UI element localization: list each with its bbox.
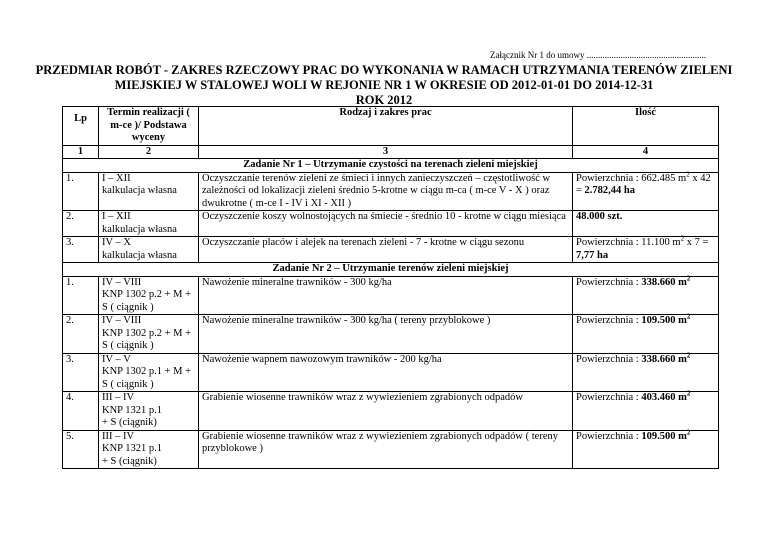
section-title: Zadanie Nr 2 – Utrzymanie terenów zieleni miejskiej	[63, 263, 719, 277]
row-scope: Grabienie wiosenne trawników wraz z wywiezieniem zgrabionych odpadów ( tereny przyblokowe )	[199, 430, 573, 469]
table-row	[63, 430, 719, 469]
row-term: IV – V KNP 1302 p.1 + M + S ( ciągnik )	[99, 353, 199, 392]
row-term: III – IV KNP 1321 p.1 + S (ciągnik)	[99, 392, 199, 431]
row-scope: Oczyszczenie koszy wolnostojących na śmiecie - średnio 10 - krotne w ciągu miesiąca	[199, 211, 573, 237]
row-lp: 2.	[63, 211, 99, 237]
column-number-1: 1	[63, 145, 99, 159]
row-qty: Powierzchnia : 662.485 $m^2$ x 42 = 2.782,44 ha	[573, 172, 719, 211]
row-lp: 3.	[63, 353, 99, 392]
section-row	[63, 263, 719, 277]
row-lp: 3.	[63, 237, 99, 263]
document-title-line-1: PRZEDMIAR ROBÓT - ZAKRES RZECZOWY PRAC DO WYKONANIA W RAMACH UTRZYMANIA TERENÓW ZIELENI	[35, 63, 733, 77]
row-term: III – IV KNP 1321 p.1 + S (ciągnik)	[99, 430, 199, 469]
row-qty: Powierzchnia : 109.500 $m^2$	[573, 315, 719, 354]
row-scope: Grabienie wiosenne trawników wraz z wywiezieniem zgrabionych odpadów	[199, 392, 573, 431]
table-row	[63, 172, 719, 211]
row-qty: Powierzchnia : 338.660 $m^2$	[573, 353, 719, 392]
section-row	[63, 159, 719, 173]
row-lp: 4.	[63, 392, 99, 431]
row-scope: Oczyszczanie placów i alejek na terenach zieleni - 7 - krotne w ciągu sezonu	[199, 237, 573, 263]
document-year: ROK 2012	[355, 93, 413, 107]
table-row	[63, 353, 719, 392]
row-scope: Nawożenie mineralne trawników - 300 kg/ha ( tereny przyblokowe )	[199, 315, 573, 354]
row-qty: 48.000 szt.	[573, 211, 719, 237]
row-lp: 1.	[63, 276, 99, 315]
row-qty: Powierzchnia : 109.500 $m^2$	[573, 430, 719, 469]
row-qty: Powierzchnia : 403.460 $m^2$	[573, 392, 719, 431]
row-term: I – XII kalkulacja własna	[99, 172, 199, 211]
works-table	[62, 106, 719, 469]
table-row	[63, 315, 719, 354]
row-qty: Powierzchnia : 338.660 $m^2$	[573, 276, 719, 315]
table-row	[63, 392, 719, 431]
row-lp: 1.	[63, 172, 99, 211]
table-row	[63, 237, 719, 263]
column-number-2: 2	[99, 145, 199, 159]
document-title-line-2: MIEJSKIEJ W STALOWEJ WOLI W REJONIE NR 1 W OKRESIE OD 2012-01-01 DO 2014-12-31	[114, 78, 654, 92]
row-term: IV – X kalkulacja własna	[99, 237, 199, 263]
header-term: Termin realizacji ( m-ce )/ Podstawa wyceny	[99, 107, 199, 146]
row-lp: 2.	[63, 315, 99, 354]
column-number-3: 3	[199, 145, 573, 159]
header-qty: Ilość	[573, 107, 719, 146]
row-qty: Powierzchnia : 11.100 $m^2$ x 7 = 7,77 ha	[573, 237, 719, 263]
row-term: IV – VIII KNP 1302 p.2 + M + S ( ciągnik )	[99, 276, 199, 315]
row-scope: Nawożenie mineralne trawników - 300 kg/ha	[199, 276, 573, 315]
table-row	[63, 276, 719, 315]
row-term: I – XII kalkulacja własna	[99, 211, 199, 237]
header-scope: Rodzaj i zakres prac	[199, 107, 573, 146]
section-title: Zadanie Nr 1 – Utrzymanie czystości na terenach zieleni miejskiej	[63, 159, 719, 173]
table-column-numbers-row	[63, 145, 719, 159]
row-scope: Oczyszczanie terenów zieleni ze śmieci i innych zanieczyszczeń – częstotliwość w zależności od lokalizacji zieleni średnio 5-krotne w ciągu m-ca ( m-ce V - X ) oraz dwukrotne ( m-ce I - IV i XI - XII )	[199, 172, 573, 211]
row-lp: 5.	[63, 430, 99, 469]
table-row	[63, 211, 719, 237]
row-scope: Nawożenie wapnem nawozowym trawników - 200 kg/ha	[199, 353, 573, 392]
row-term: IV – VIII KNP 1302 p.2 + M + S ( ciągnik )	[99, 315, 199, 354]
header-lp: Lp	[63, 107, 99, 146]
table-header-row	[63, 107, 719, 146]
annex-label: Załącznik Nr 1 do umowy .....................................................	[490, 50, 706, 60]
column-number-4: 4	[573, 145, 719, 159]
